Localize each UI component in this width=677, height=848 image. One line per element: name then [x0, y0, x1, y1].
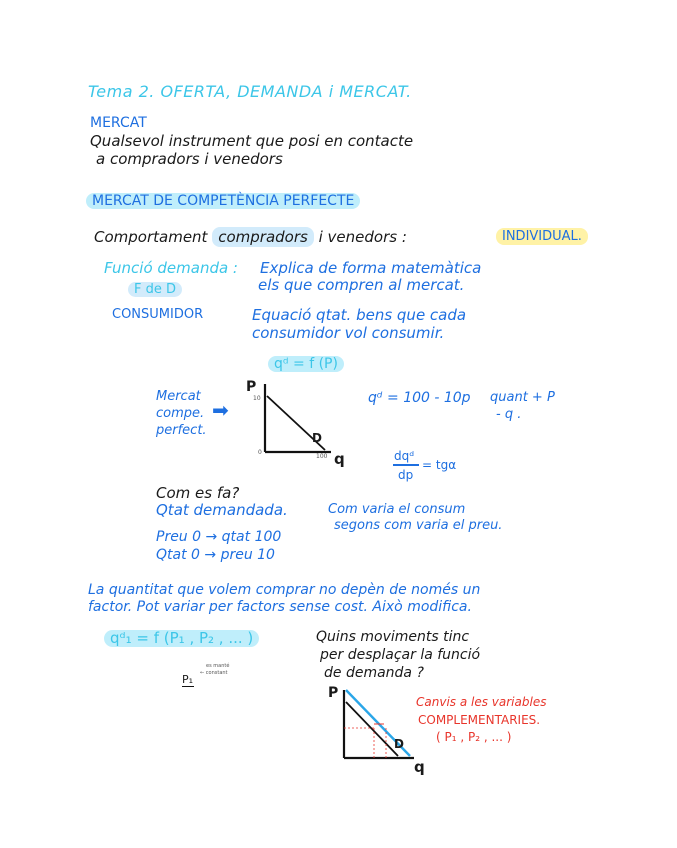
demand-shift-graph — [328, 680, 428, 770]
annot-constant: ← constant — [200, 670, 228, 676]
preu-zero: Preu 0 → qtat 100 — [156, 529, 282, 545]
quantitat-line2: factor. Pot variar per factors sense cost. Això modifica. — [88, 599, 472, 615]
derivative-rhs: = tgα — [422, 458, 457, 472]
demand-equation: qᵈ = 100 - 10p — [368, 390, 471, 406]
multi-variable-formula: qᵈ₁ = f (P₁ , P₂ , ... ) — [104, 630, 259, 647]
f-de-d-label: F de D — [128, 282, 182, 297]
demand-graph-1 — [245, 380, 345, 470]
competencia-heading: MERCAT DE COMPETÈNCIA PERFECTE — [86, 193, 360, 209]
equacio-line2: consumidor vol consumir. — [252, 324, 445, 342]
demand-formula: qᵈ = f (P) — [268, 356, 344, 372]
com-es-fa: Com es fa? — [156, 484, 240, 502]
comportament-word: Comportament — [94, 228, 208, 246]
derivative-denominator: dp — [398, 468, 414, 482]
mercat-side-3: perfect. — [156, 423, 207, 438]
mercat-side-1: Mercat — [156, 389, 201, 404]
funcio-line2: els que compren al mercat. — [258, 276, 465, 294]
quant-line2: - q . — [496, 407, 522, 422]
graph1-origin: 0 — [258, 449, 262, 456]
qtat-demandada: Qtat demandada. — [156, 501, 288, 519]
quins-line2: per desplaçar la funció — [320, 647, 481, 663]
venedors-word: i venedors : — [318, 228, 407, 246]
graph1-q-label: q — [334, 450, 345, 468]
funcio-demanda-label: Funció demanda : — [104, 259, 238, 277]
derivative-numerator: dqᵈ — [394, 449, 415, 463]
quant-line1: quant + P — [490, 390, 555, 405]
compradors-word: compradors — [212, 227, 314, 247]
funcio-line1: Explica de forma matemàtica — [260, 259, 482, 277]
fraction-bar — [393, 464, 419, 466]
graph1-p-label: P — [246, 379, 257, 395]
mercat-definition-line2: a compradors i venedors — [96, 150, 283, 168]
quins-line3: de demanda ? — [324, 665, 424, 681]
com-varia-line2: segons com varia el preu. — [334, 518, 503, 533]
graph2-d-label: D — [394, 737, 404, 751]
mercat-side-2: compe. — [156, 406, 205, 421]
canvis-line2: COMPLEMENTARIES. — [418, 713, 541, 727]
canvis-line3: ( P₁ , P₂ , ... ) — [436, 730, 512, 744]
original-demand — [346, 702, 398, 756]
quantitat-line1: La quantitat que volem comprar no depèn de només un — [88, 582, 481, 598]
p1-label: P₁ — [182, 673, 194, 686]
quins-line1: Quins moviments tinc — [316, 629, 470, 645]
graph1-x-tick: 100 — [316, 453, 328, 460]
mercat-heading: MERCAT — [90, 115, 147, 131]
qtat-zero: Qtat 0 → preu 10 — [156, 547, 275, 563]
mercat-definition-line1: Qualsevol instrument que posi en contacte — [90, 132, 414, 150]
comportament-text — [94, 230, 407, 245]
graph1-y-tick: 10 — [253, 395, 261, 402]
canvis-line1: Canvis a les variables — [416, 695, 547, 709]
arrow-right-icon: ➡ — [212, 398, 229, 422]
graph2-q-label: q — [414, 758, 425, 776]
consumidor-label: CONSUMIDOR — [112, 307, 204, 322]
equacio-line1: Equació qtat. bens que cada — [252, 306, 467, 324]
annot-es-mante: es manté — [206, 663, 230, 669]
com-varia-line1: Com varia el consum — [328, 502, 466, 517]
p1-underline — [182, 686, 194, 687]
page-title: Tema 2. OFERTA, DEMANDA i MERCAT. — [88, 82, 412, 101]
graph2-p-label: P — [328, 685, 339, 701]
graph1-d-label: D — [312, 431, 322, 445]
individual-badge: INDIVIDUAL. — [496, 228, 588, 245]
